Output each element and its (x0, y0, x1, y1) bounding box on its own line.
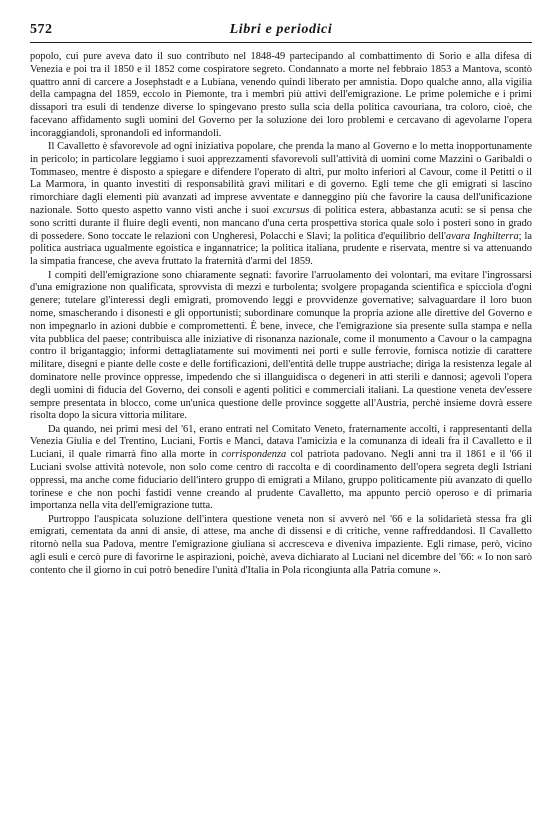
text-run: Il Cavalletto è sfavorevole ad ogni iniziativa popolare, che prenda la mano al Governo e lo metta inopportunamente in pericolo; in particolare leggiamo i suoi apprezzamenti sfavorevoli sull'attività di uomini come Mazzini o Garibaldi o Tommaseo, mentre è disposto a spiegare e difendere l'operato di altri, pur molto inferiori al Cavour, come il Petitti o il La Marmora, in quanto investiti di responsabilità gravi militari e di governo. Egli teme che gli emigrati si lascino rimorchiare dagli elementi più avanzati ad imprese avventate e danneggino più che favorire la causa dell'unificazione nazionale. Sotto questo aspetto vanno visti anche i suoi (30, 141, 532, 217)
paragraph (30, 514, 532, 578)
body-text (30, 51, 532, 578)
paragraph (30, 270, 532, 424)
text-run: popolo, cui pure aveva dato il suo contributo nel 1848-49 partecipando al combattimento di Sorio e alla difesa di Venezia e poi tra il 1850 e il 1852 come cospiratore segreto. Condannato a morte nel febbraio 1853 a Mantova, scontò quattro anni di carcere a Josephstadt e a Lubiana, venendo quindi liberato per amnistia. Dopo qualche anno, alla vigilia della campagna del 1859, eccolo in Piemonte, tra i membri più attivi dell'emigrazione. Le prime polemiche e i primi dissapori tra esuli di tendenze diverse lo spingevano presto sulla scia della politica cavouriana, tra coloro, cioè, che facevano affidamento sugli uomini del Governo per la soluzione dei loro problemi e cercavano di agevolarne l'opera incoraggiandoli, spronandoli ed informandoli. (30, 51, 532, 139)
text-run: Da quando, nei primi mesi del '61, erano entrati nel Comitato Veneto, fraternamente accolti, i rappresentanti della Venezia Giulia e del Trentino, Luciani, Fortis e Manci, datava l'amicizia e la comunanza di ideali fra il Cavalletto e il Luciani, il quale rimarrà fino alla morte in (30, 423, 532, 461)
paragraph (30, 424, 532, 514)
italic-text: avara Inghilterra (445, 230, 519, 242)
header-rule (30, 42, 532, 43)
page-number: 572 (30, 22, 53, 37)
paragraph (30, 51, 532, 141)
running-title: Libri e periodici (229, 22, 333, 37)
paragraph (30, 141, 532, 269)
text-run: di politica estera, abbastanza acuti: se si pensa che sono scritti durante il fluire degli eventi, non mancano d'una certa prospettiva storica quale solo i posteri sono in grado di possedere. Sono toccate le relazioni con Ungheresi, Polacchi e Slavi; la politica d'equilibrio dell' (30, 205, 533, 242)
text-run: ; la politica austriaca ugualmente egoistica e ingannatrice; la politica italiana, prudente e riservata, mentre si va attenuando la simpatia francese, che aveva fruttato la fraternità d'armi del 1859. (30, 230, 532, 268)
italic-text: corrispondenza (221, 449, 287, 461)
text-run: I compiti dell'emigrazione sono chiaramente segnati: favorire l'arruolamento dei volontari, ma evitare l'ingrossarsi d'una emigrazione non qualificata, sprovvista di mezzi e turbolenta; svolgere propaganda scientifica e spicciola d'ogni genere; tutelare gl'interessi degli emigrati, promovendo leggi e provvidenze governative; salvaguardare il loro buon nome, smascherando i disonesti e gli opportunisti; subordinare comunque la propria azione alle direttive del Governo e non impegnarlo in azioni dubbie e compromettenti. È bene, invece, che l'emigrazione sia presente sulla stampa e nella vita pubblica del paese; contribuisca alle iniziative di risonanza nazionale, come il monumento a Cavour o la campagna contro il brigantaggio; informi dettagliatamente sui movimenti nei porti e sulle ferrovie, fornisca notizie di carattere militare, disegni e piante delle coste e delle fortificazioni, dell'entità delle truppe austriache; diriga la resistenza legale al dominatore nelle province oppresse, impedendo che si illanguidisca o degeneri in atti sterili e dannosi; agevoli l'opera degli uomini di fiducia del Governo, dei consoli e agenti politici e commerciali italiani. La questione veneta dev'essere sempre presentata in blocco, come un'unica questione delle province soggette all'Austria, perchè insieme dovrà essere risolta dopo la sicura vittoria militare. (30, 269, 532, 422)
text-run: col patriota padovano. Negli anni tra il 1861 e il '66 il Luciani svolse attività notevole, non solo come centro di raccolta e di coordinamento dell'opera segreta degli Istriani oppressi, ma anche come fiduciario dell'intero gruppo di emigrati a Milano, gruppo politicamente più avanzato di quello torinese e che non pochi fastidi venne creando al prudente Cavalletto, ma appunto perciò operoso e di primaria importanza nella vita dell'emigrazione tutta. (30, 449, 532, 512)
italic-text: excursus (272, 205, 310, 217)
text-run: Purtroppo l'auspicata soluzione dell'intera questione veneta non si avverò nel '66 e la solidarietà stessa fra gli emigrati, cementata da anni di ansie, di attese, ma anche di dissensi e di critiche, venne raffreddandosi. Il Cavalletto ritornò nella sua Padova, mentre l'emigrazione giuliana si accresceva e diveniva impaziente. Egli rimase, però, vicino agli esuli e cercò pure di favorirne le aspirazioni, poichè, aveva dichiarato al Luciani nel dicembre del '66: « Io non sarò contento che il giorno in cui potrò benedire l'unità d'Italia in Pola ricongiunta alla Patria comune ». (30, 513, 532, 576)
running-header (30, 22, 532, 40)
